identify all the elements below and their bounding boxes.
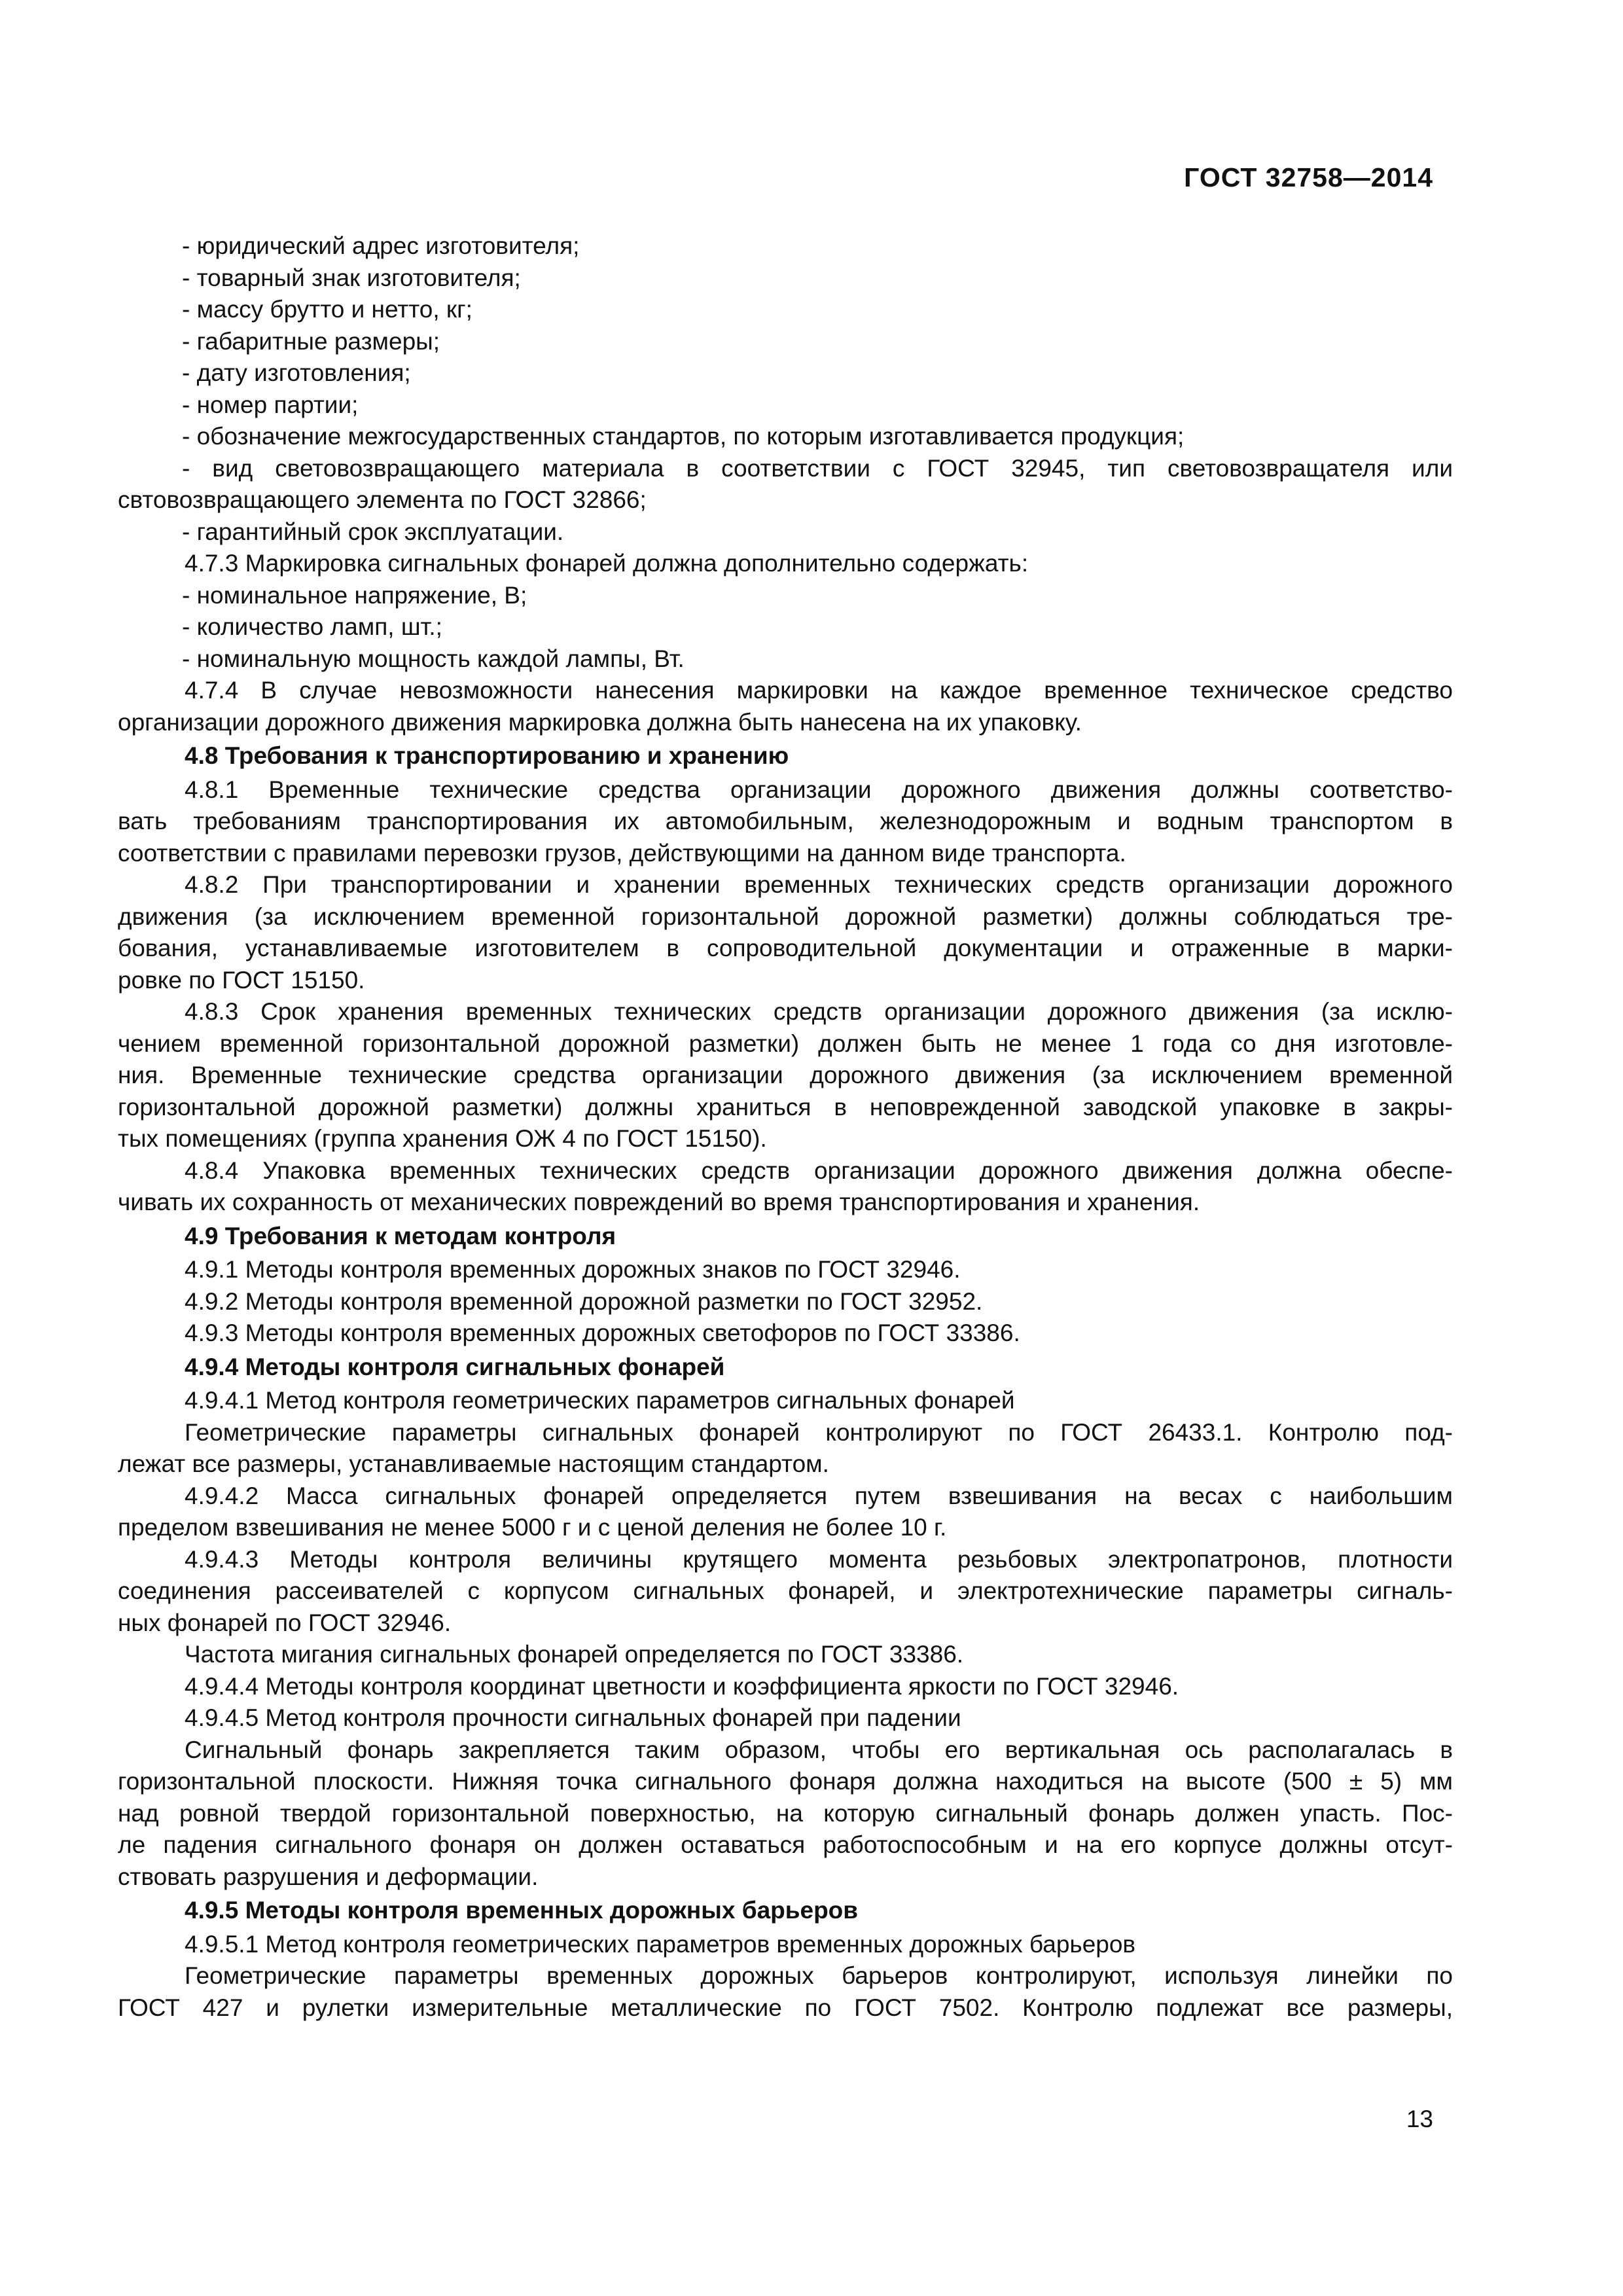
text-line: пределом взвешивания не менее 5000 г и с ценой деления не более 10 г. (118, 1514, 947, 1541)
text-line: 4.8.4 Упаковка временных технических средств организации дорожного движения должна обеспе- (185, 1157, 1453, 1184)
text-line: 4.9.3 Методы контроля временных дорожных светофоров по ГОСТ 33386. (185, 1319, 1020, 1346)
text-line: - габаритные размеры; (182, 327, 440, 355)
text-line: - обозначение межгосударственных стандартов, по которым изготавливается продукция; (182, 423, 1185, 450)
text-line: движения (за исключением временной горизонтальной дорожной разметки) должны соблюдаться тре- (118, 903, 1453, 930)
text-line: ния. Временные технические средства организации дорожного движения (за исключением временной (118, 1062, 1453, 1088)
text-line: 4.9.4.2 Масса сигнальных фонарей определяется путем взвешивания на весах с наибольшим (185, 1482, 1453, 1509)
text-line: 4.9.4.4 Методы контроля координат цветности и коэффициента яркости по ГОСТ 32946. (185, 1672, 1179, 1700)
text-line: 4.9.4.5 Метод контроля прочности сигнальных фонарей при падении (185, 1704, 961, 1731)
text-line: - номинальное напряжение, В; (182, 581, 527, 609)
text-line: - вид световозвращающего материала в соответствии с ГОСТ 32945, тип световозвращателя или (182, 454, 1453, 482)
text-line: ствовать разрушения и деформации. (118, 1863, 539, 1890)
text-line: ровке по ГОСТ 15150. (118, 966, 365, 994)
text-line: над ровной твердой горизонтальной поверхностью, на которую сигнальный фонарь должен упасть. Пос- (118, 1799, 1453, 1827)
text-line: ных фонарей по ГОСТ 32946. (118, 1609, 452, 1636)
text-line: 4.8.2 При транспортировании и хранении временных технических средств организации дорожного (185, 871, 1453, 898)
text-line: чением временной горизонтальной дорожной разметки) должен быть не менее 1 года со дня изготовле- (118, 1030, 1453, 1057)
section-heading: 4.9.4 Методы контроля сигнальных фонарей (185, 1353, 725, 1380)
text-line: - номинальную мощность каждой лампы, Вт. (182, 645, 685, 672)
text-line: соединения рассеивателей с корпусом сигнальных фонарей, и электротехнические параметры сигналь- (118, 1577, 1453, 1604)
text-line: 4.9.2 Методы контроля временной дорожной разметки по ГОСТ 32952. (185, 1287, 983, 1315)
text-line: - гарантийный срок эксплуатации. (182, 518, 564, 545)
text-line: 4.9.5.1 Метод контроля геометрических параметров временных дорожных барьеров (185, 1930, 1136, 1958)
text-line: Геометрические параметры временных дорожных барьеров контролируют, используя линейки по (185, 1962, 1453, 1989)
text-line: - номер партии; (182, 391, 359, 418)
text-line: соответствии с правилами перевозки грузов, действующими на данном виде транспорта. (118, 839, 1126, 867)
text-line: 4.9.1 Методы контроля временных дорожных знаков по ГОСТ 32946. (185, 1256, 961, 1283)
text-line: - юридический адрес изготовителя; (182, 232, 580, 259)
text-line: тых помещениях (группа хранения ОЖ 4 по ГОСТ 15150). (118, 1125, 767, 1152)
text-line: ГОСТ 427 и рулетки измерительные металлические по ГОСТ 7502. Контролю подлежат все размеры, (118, 1994, 1453, 2021)
text-line: - товарный знак изготовителя; (182, 264, 521, 291)
text-line: горизонтальной плоскости. Нижняя точка сигнального фонаря должна находиться на высоте (500 ± 5) мм (118, 1768, 1453, 1795)
text-line: организации дорожного движения маркировка должна быть нанесена на их упаковку. (118, 708, 1082, 736)
text-line: бования, устанавливаемые изготовителем в сопроводительной документации и отраженные в марки- (118, 935, 1453, 961)
text-line: чивать их сохранность от механических повреждений во время транспортирования и хранения. (118, 1189, 1200, 1215)
section-heading: 4.8 Требования к транспортированию и хранению (185, 742, 789, 769)
text-line: 4.9.4.1 Метод контроля геометрических параметров сигнальных фонарей (185, 1387, 1015, 1414)
text-line: ле падения сигнального фонаря он должен оставаться работоспособным и на его корпусе должны отсут- (118, 1831, 1453, 1858)
text-line: 4.7.4 В случае невозможности нанесения маркировки на каждое временное техническое средство (185, 677, 1453, 704)
text-line: 4.8.1 Временные технические средства организации дорожного движения должны соответство- (185, 776, 1453, 803)
text-line: 4.7.3 Маркировка сигнальных фонарей должна дополнительно содержать: (185, 550, 1029, 577)
text-line: - массу брутто и нетто, кг; (182, 296, 473, 323)
document-body (118, 230, 1453, 2024)
page-number: 13 (1406, 2106, 1433, 2132)
text-line: вать требованиям транспортирования их автомобильным, железнодорожным и водным транспортом в (118, 808, 1453, 834)
text-line: Частота мигания сигнальных фонарей определяется по ГОСТ 33386. (185, 1641, 964, 1668)
document-code-header: ГОСТ 32758—2014 (1184, 162, 1433, 192)
text-line: Сигнальный фонарь закрепляется таким образом, чтобы его вертикальная ось располагалась в (185, 1736, 1453, 1763)
text-line: свтовозвращающего элемента по ГОСТ 32866; (118, 486, 647, 513)
text-line: - дату изготовления; (182, 359, 411, 386)
text-line: 4.9.4.3 Методы контроля величины крутящего момента резьбовых электропатронов, плотности (185, 1545, 1453, 1573)
section-heading: 4.9 Требования к методам контроля (185, 1222, 616, 1249)
text-line: - количество ламп, шт.; (182, 613, 442, 640)
text-line: 4.8.3 Срок хранения временных технических средств организации дорожного движения (за исклю- (185, 998, 1453, 1025)
text-line: лежат все размеры, устанавливаемые настоящим стандартом. (118, 1450, 829, 1477)
text-line: горизонтальной дорожной разметки) должны храниться в неповрежденной заводской упаковке в закры- (118, 1093, 1453, 1121)
text-line: Геометрические параметры сигнальных фонарей контролируют по ГОСТ 26433.1. Контролю под- (185, 1418, 1453, 1446)
section-heading: 4.9.5 Методы контроля временных дорожных барьеров (185, 1897, 859, 1924)
